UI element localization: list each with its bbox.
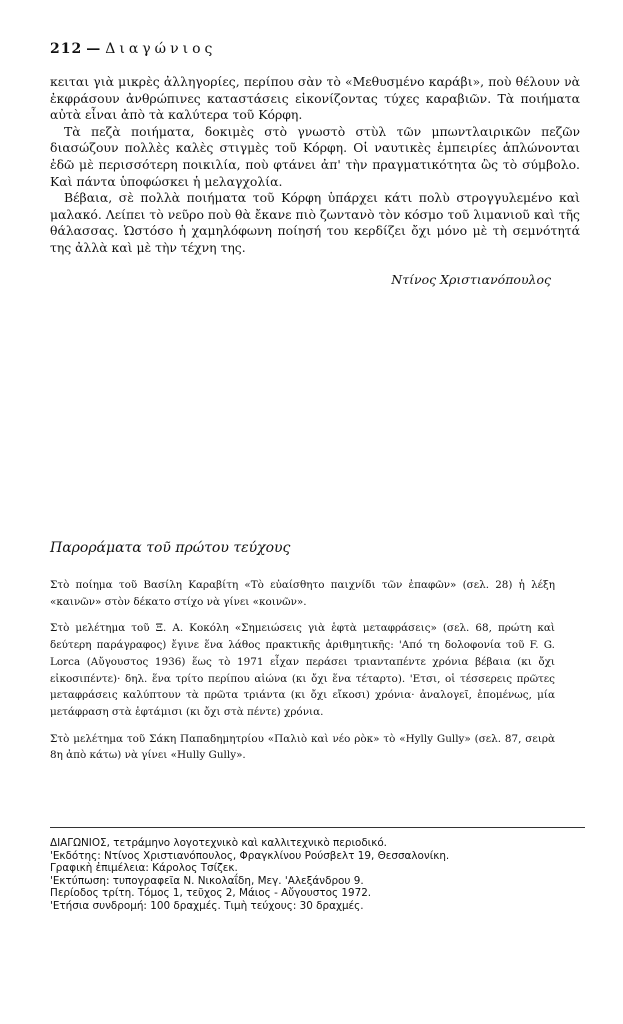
review-paragraph: Βέβαια, σὲ πολλὰ ποιήματα τοῦ Κόρφη ὑπάρχει κάτι πολὺ στρογγυλεμένο καὶ μαλακό. Λείπει τὸ νεῦρο ποὺ θὰ ἔκανε πιὸ ζωντανὸ τὸν κόσμο τοῦ λιμανιοῦ καὶ τῆς θάλασσας. Ὡστόσο ἡ χαμηλόφωνη ποίησή του κερδίζει ὄχι μόνο μὲ τὴ σεμνότητά της ἀλλὰ καὶ μὲ τὴν τέχνη της.: [50, 190, 580, 255]
errata-item: Στὸ μελέτημα τοῦ Σάκη Παπαδημητρίου «Παλιὸ καὶ νέο ρὸκ» τὸ «Hylly Gully» (σελ. 87, σειρὰ 8η ἀπὸ κάτω) νὰ γίνει «Hully Gully».: [50, 732, 555, 762]
colophon-line: 'Εκδότης: Ντίνος Χριστιανόπουλος, Φραγκλίνου Ρούσβελτ 19, Θεσσαλονίκη.: [50, 849, 450, 862]
errata-list: [50, 577, 555, 774]
page-number: 212: [50, 41, 83, 57]
colophon-line: Περίοδος τρίτη. Τόμος 1, τεῦχος 2, Μάιος - Αὔγουστος 1972.: [50, 887, 372, 900]
errata-item: Στὸ μελέτημα τοῦ Ξ. Α. Κοκόλη «Σημειώσεις γιὰ ἑφτὰ μεταφράσεις» (σελ. 68, πρώτη καὶ δεύτερη παράγραφος) ἔγινε ἕνα λάθος πρακτικῆς ἀριθμητικῆς: 'Από τη δολοφονία τοῦ F. G. Lorca (Αὔγουστος 1936) ἕως τὸ 1971 εἶχαν περάσει τριανταπέντε χρόνια βέβαια (κι ὄχι εἰκοσιπέντε)· δηλ. ἕνα τρίτο περίπου αἰώνα (κι ὄχι ἕνα τέταρτο). 'Ετσι, οἱ τέσσερεις πρῶτες μεταφράσεις καλύπτουν τὰ πρῶτα τριάντα (κι ὄχι εἴκοσι) χρόνια· ἀναλογεῖ, ἑπομένως, μία μετάφραση στὰ ἑφτάμισι (κι ὄχι στὰ πέντε) χρόνια.: [50, 622, 555, 718]
author-signature: Ντίνος Χριστιανόπουλος: [391, 272, 551, 287]
running-head: [50, 41, 216, 57]
review-text: [50, 74, 580, 257]
errata-item: Στὸ ποίημα τοῦ Βασίλη Καραβίτη «Τὸ εὐαίσθητο παιχνίδι τῶν ἐπαφῶν» (σελ. 28) ἡ λέξη «καινῶν» στὸν δέκατο στίχο νὰ γίνει «κοινῶν».: [50, 579, 555, 608]
colophon-line: 'Ετήσια συνδρομή: 100 δραχμές. Τιμὴ τεύχους: 30 δραχμές.: [50, 899, 364, 912]
colophon-line: 'Εκτύπωση: τυπογραφεῖα Ν. Νικολαΐδη, Μεγ. 'Αλεξάνδρου 9.: [50, 874, 364, 887]
review-paragraph: Τὰ πεζὰ ποιήματα, δοκιμὲς στὸ γνωστὸ στὺλ τῶν μπωντλαιρικῶν πεζῶν διασώζουν πολλὲς καλὲς στιγμὲς τοῦ Κόρφη. Οἱ ναυτικὲς ἐμπειρίες ἁπλώνονται ἐδῶ μὲ περισσότερη ποικιλία, ποὺ φτάνει ἀπ' τὴν πραγματικότητα ὣς τὸ σύμβολο. Καὶ πάντα ὑποφώσκει ἡ μελαγχολία.: [50, 123, 580, 189]
review-paragraph: κειται γιὰ μικρὲς ἀλληγορίες, περίπου σὰν τὸ «Μεθυσμένο καράβι», ποὺ θέλουν νὰ ἐκφράσουν ἀνθρώπινες καταστάσεις εἰκονίζοντας τύχες καραβιῶν. Τὰ ποιήματα αὐτὰ εἶναι ἀπὸ τὰ καλύτερα τοῦ Κόρφη.: [50, 74, 580, 123]
journal-title: Διαγώνιος: [105, 41, 217, 57]
colophon: [50, 837, 449, 913]
colophon-line: Γραφικὴ ἐπιμέλεια: Κάρολος Τσίζεκ.: [50, 862, 238, 875]
header-separator: —: [86, 41, 102, 57]
errata-heading: Παροράματα τοῦ πρώτου τεύχους: [50, 540, 291, 556]
colophon-line: ΔΙΑΓΩΝΙΟΣ, τετράμηνο λογοτεχνικὸ καὶ καλλιτεχνικὸ περιοδικό.: [50, 837, 387, 849]
colophon-divider: [50, 827, 585, 828]
